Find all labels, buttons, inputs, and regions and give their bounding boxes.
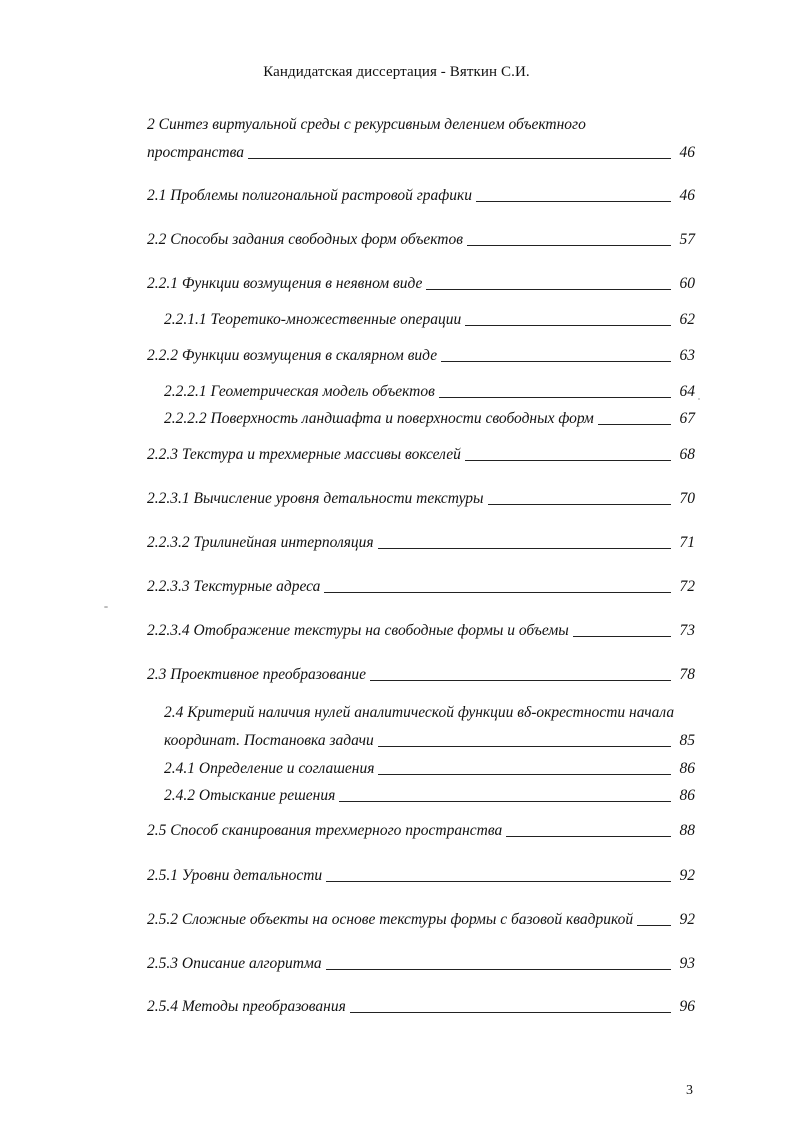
page-number: 3 [686, 1083, 693, 1098]
toc-entry-2-5-2[interactable] [147, 911, 695, 929]
toc-entry-2-2-2-1[interactable] [164, 383, 695, 401]
toc-page-number: 57 [679, 231, 695, 248]
leader-line [465, 325, 671, 326]
toc-entry-2-2-2[interactable] [147, 347, 695, 365]
toc-entry-title-line1: 2.4 Критерий наличия нулей аналитической функции вδ-окрестности начала [164, 704, 675, 721]
leader-line [476, 201, 671, 202]
leader-line [370, 680, 671, 681]
toc-entry-2-2[interactable] [147, 231, 695, 249]
toc-entry-title: пространства [147, 144, 244, 161]
toc-page-number: 62 [679, 311, 695, 328]
toc-entry-2-1[interactable] [147, 187, 695, 205]
toc-entry-2-2-3-1[interactable] [147, 490, 695, 508]
toc-entry-title: 2.2.3.2 Трилинейная интерполяция [147, 534, 374, 551]
toc-entry-2-4-1[interactable] [164, 760, 695, 778]
toc-page-number: 46 [679, 187, 695, 204]
toc-entry-2-5-4[interactable] [147, 998, 695, 1016]
toc-entry-2-2-3-3[interactable] [147, 578, 695, 596]
toc-entry-title: 2.2.2.2 Поверхность ландшафта и поверхности свободных форм [164, 410, 594, 427]
leader-line [326, 881, 671, 882]
toc-entry-title: 2.5.1 Уровни детальности [147, 867, 323, 884]
toc-page-number: 92 [679, 867, 695, 884]
toc-entry-2-2-3-4[interactable] [147, 622, 695, 640]
leader-line [350, 1012, 671, 1013]
toc-page-number: 64 [679, 383, 695, 400]
leader-line [637, 925, 671, 926]
toc-entry-title: 2.1 Проблемы полигональной растровой графики [147, 187, 473, 204]
leader-line [326, 969, 671, 970]
leader-line [465, 460, 671, 461]
scan-speck [104, 606, 108, 608]
toc-page-number: 46 [679, 144, 695, 161]
leader-line [441, 361, 671, 362]
toc-page-number: 71 [679, 534, 695, 551]
toc-page-number: 63 [679, 347, 695, 364]
toc-entry-2-2-3-2[interactable] [147, 534, 695, 552]
toc-entry-title: 2.2.2 Функции возмущения в скалярном виде [147, 347, 438, 364]
toc-entry-title: 2.2.1.1 Теоретико-множественные операции [164, 311, 462, 328]
toc-entry-2-2-3[interactable] [147, 446, 695, 464]
toc-page-number: 67 [679, 410, 695, 427]
toc-entry-2-2-1-1[interactable] [164, 311, 695, 329]
leader-line [598, 424, 671, 425]
toc-page-number: 73 [679, 622, 695, 639]
toc-entry-2-4-2[interactable] [164, 787, 695, 805]
leader-line [426, 289, 671, 290]
leader-line [248, 158, 671, 159]
leader-line [378, 548, 671, 549]
toc-entry-title: 2.2.3.1 Вычисление уровня детальности текстуры [147, 490, 484, 507]
leader-line [378, 774, 671, 775]
toc-entry-title: 2.2.3.4 Отображение текстуры на свободные формы и объемы [147, 622, 569, 639]
toc-entry-title: 2.5.3 Описание алгоритма [147, 955, 322, 972]
toc-page-number: 78 [679, 666, 695, 683]
toc-entry-title: 2.2.3 Текстура и трехмерные массивы вокселей [147, 446, 461, 463]
toc-page-number: 86 [679, 760, 695, 777]
leader-line [506, 836, 671, 837]
toc-entry-title: координат. Постановка задачи [164, 732, 374, 749]
toc-page-number: 72 [679, 578, 695, 595]
toc-entry-title: 2.5.4 Методы преобразования [147, 998, 346, 1015]
toc-entry-title: 2.5 Способ сканирования трехмерного пространства [147, 822, 503, 839]
toc-page-number: 68 [679, 446, 695, 463]
toc-entry-title-line1: 2 Синтез виртуальной среды с рекурсивным делением объектного [147, 116, 586, 133]
toc-entry-title: 2.2.3.3 Текстурные адреса [147, 578, 321, 595]
leader-line [324, 592, 671, 593]
toc-entry-2-2-1[interactable] [147, 275, 695, 293]
leader-line [378, 746, 671, 747]
toc-entry-2-5-3[interactable] [147, 955, 695, 973]
leader-line [488, 504, 671, 505]
toc-entry-title: 2.3 Проективное преобразование [147, 666, 367, 683]
toc-page-number: 60 [679, 275, 695, 292]
leader-line [339, 801, 671, 802]
leader-line [467, 245, 671, 246]
toc-entry-title: 2.2.1 Функции возмущения в неявном виде [147, 275, 423, 292]
toc-page-number: 96 [679, 998, 695, 1015]
toc-page-number: 85 [679, 732, 695, 749]
toc-entry-2[interactable] [147, 116, 695, 162]
toc-entry-2-4[interactable] [164, 704, 695, 750]
toc-page-number: 86 [679, 787, 695, 804]
toc-entry-2-3[interactable] [147, 666, 695, 684]
running-header: Кандидатская диссертация - Вяткин С.И. [263, 64, 530, 80]
toc-entry-title: 2.5.2 Сложные объекты на основе текстуры формы с базовой квадрикой [147, 911, 634, 928]
toc-page-number: 70 [679, 490, 695, 507]
toc-page-number: 88 [679, 822, 695, 839]
toc-entry-title: 2.4.2 Отыскание решения [164, 787, 336, 804]
leader-line [573, 636, 671, 637]
leader-line [439, 397, 671, 398]
toc-entry-2-5[interactable] [147, 822, 695, 840]
scan-speck [698, 398, 700, 400]
toc-page-number: 92 [679, 911, 695, 928]
toc-page-number: 93 [679, 955, 695, 972]
toc-entry-2-5-1[interactable] [147, 867, 695, 885]
toc-entry-title: 2.4.1 Определение и соглашения [164, 760, 375, 777]
toc-entry-title: 2.2 Способы задания свободных форм объектов [147, 231, 463, 248]
toc-entry-2-2-2-2[interactable] [164, 410, 695, 428]
toc-entry-title: 2.2.2.1 Геометрическая модель объектов [164, 383, 435, 400]
